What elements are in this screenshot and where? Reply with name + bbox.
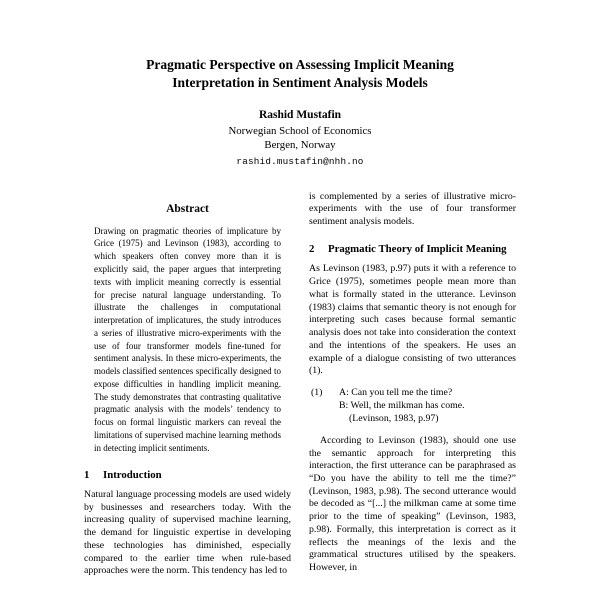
abstract-text: Drawing on pragmatic theories of implicature by Grice (1975) and Levinson (1983), according to which speakers often convey more than it is explicitly said, the paper argues that interpreting texts with implicit meaning correctly is essential for precise natural language understanding. To illustrate the challenges in computational interpretation of implicatures, the study introduces a series of illustrative micro-experiments with the use of four transformer models fine-tuned for sentiment analysis. In these micro-experiments, the models classified sentences specifically designed to expose difficulties in handling implicit meaning. The study demonstrates that contrasting qualitative pragmatic analysis with the models’ tendency to focus on formal linguistic markers can reveal the limitations of supervised machine learning methods in detecting implicit sentiments. [94, 225, 281, 453]
right-column [309, 191, 516, 578]
section-number: 2 [309, 242, 315, 255]
section-title: Introduction [103, 468, 162, 481]
example-line-a: A: Can you tell me the time? [339, 387, 453, 399]
paper-title: Pragmatic Perspective on Assessing Implicit Meaning Interpretation in Sentiment Analysis Models [146, 57, 454, 90]
section-heading-introduction [84, 469, 291, 482]
section-title: Pragmatic Theory of Implicit Meaning [328, 242, 507, 255]
pragmatic-theory-paragraph-2: According to Levinson (1983), should one use the semantic approach for interpreting this interaction, the first utterance can be paraphrased as “Do you have the ability to tell me the time?” (Levinson, 1983, p.98). The second utterance would be decoded as “[...] the milkman came at some time prior to the time of speaking” (Levinson, 1983, p.98). Formally, this interpretation is correct as it reflects the meanings of the lexis and the grammatical structures utilised by the speakers. However, in [309, 434, 516, 574]
introduction-paragraph: Natural language processing models are used widely by businesses and researchers today. With the increasing quality of supervised machine learning, the demand for linguistic expertise in developing these technologies has diminished, especially compared to the earlier time when rule-based approaches were the norm. This tendency has led to [84, 488, 291, 577]
pragmatic-theory-paragraph-1: As Levinson (1983, p.97) puts it with a reference to Grice (1975), sometimes people mean more than what is formally stated in the utterance. Levinson (1983) claims that semantic theory is not enough for interpreting such cases because formal semantic analysis does not take into consideration the context and the intentions of the speakers. He uses an example of a dialogue consisting of two utterances (1). [309, 263, 516, 377]
example-dialogue-lines [339, 387, 465, 426]
example-number-label: (1) [311, 387, 323, 399]
left-column [84, 191, 291, 578]
author-affiliation: Norwegian School of Economics [228, 125, 372, 138]
example-citation: (Levinson, 1983, p.97) [349, 412, 439, 424]
example-line-b: B: Well, the milkman has come. [339, 399, 465, 411]
author-email: rashid.mustafin@nhh.no [236, 155, 364, 167]
author-block [84, 109, 516, 167]
abstract-heading: Abstract [166, 202, 209, 215]
author-location: Bergen, Norway [264, 138, 336, 151]
dialogue-example-1 [311, 387, 516, 426]
author-name: Rashid Mustafin [258, 109, 342, 122]
section-number: 1 [84, 468, 90, 481]
section-heading-pragmatic-theory [309, 243, 516, 256]
two-column-body [84, 191, 516, 578]
continuation-paragraph: is complemented by a series of illustrative micro-experiments with the use of four transformer sentiment analysis models. [309, 190, 516, 228]
